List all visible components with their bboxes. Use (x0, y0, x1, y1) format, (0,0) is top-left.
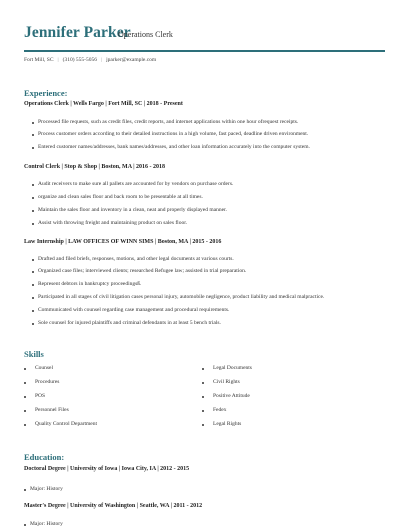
header-divider (24, 50, 385, 52)
bullet-icon (24, 410, 26, 412)
bullet-icon (32, 259, 34, 261)
list-item-text: Entered customer names/addresses, bank names/addresses, and other loan information accurately into the computer system. (38, 144, 310, 150)
skill-text: Legal Documents (213, 365, 252, 371)
list-item-text: Assist with throwing freight and maintaining product on sales floor. (38, 220, 188, 226)
bullet-icon (32, 134, 34, 136)
skill-text: Personnel Files (35, 407, 69, 413)
bullet-icon (24, 489, 26, 491)
bullet-icon (32, 284, 34, 286)
contact-separator: | (100, 57, 103, 63)
bullet-icon (24, 396, 26, 398)
contact-phone: (310) 555-5056 (62, 57, 97, 63)
list-item-text: Processed file requests, such as credit files, credit reports, and internet applications within one hour ofrequest receipts. (38, 119, 299, 125)
bullet-icon (202, 382, 204, 384)
job-header: Law Internship | LAW OFFICES OF WINN SIMS | Boston, MA | 2015 - 2016 (24, 239, 222, 245)
list-item-text: Audit receivers to make sure all pallets are accounted for by vendors on purchase orders. (38, 181, 234, 187)
bullet-icon (32, 271, 34, 273)
degree-header: Doctoral Degree | University of Iowa | Iowa City, IA | 2012 - 2015 (24, 466, 190, 472)
list-item-text: Represent debtors in bankruptcy proceedingsß. (38, 281, 142, 287)
contact-email: jparker@example.com (106, 57, 157, 63)
contact-separator: | (57, 57, 59, 63)
bullet-icon (202, 424, 204, 426)
skill-text: Quality Control Department (35, 421, 98, 427)
education-heading: Education: (24, 452, 65, 462)
bullet-icon (32, 223, 34, 225)
candidate-title: Operations Clerk (118, 30, 173, 39)
bullet-icon (202, 410, 204, 412)
bullet-icon (24, 368, 26, 370)
bullet-icon (202, 396, 204, 398)
bullet-icon (32, 122, 34, 124)
contact-line (24, 57, 156, 63)
degree-header: Master's Degree | University of Washington | Seattle, WA | 2011 - 2012 (24, 503, 203, 509)
bullet-icon (32, 147, 34, 149)
list-item-text: Process customer orders according to their detailed instructions in a high volume, fast paced, deadline driven environment. (38, 131, 309, 137)
list-item-text: Drafted and filed briefs, responses, motions, and other legal documents at various courts. (38, 256, 234, 262)
job-header: Operations Clerk | Wells Fargo | Fort Mill, SC | 2018 - Present (24, 101, 183, 107)
candidate-name: Jennifer Parker (24, 24, 131, 41)
bullet-icon (202, 368, 204, 370)
bullet-icon (24, 424, 26, 426)
list-item-text: Sole counsel for injured plaintiffs and criminal defendants in at least 5 bench trials. (38, 320, 221, 326)
skill-text: Legal Rights (213, 421, 242, 427)
list-item-text: Major: History (30, 486, 63, 492)
skills-heading: Skills (24, 349, 44, 359)
bullet-icon (32, 210, 34, 212)
list-item-text: Participated in all stages of civil litigation cases personal injury, automobile negligence, product liability and medical malpractice. (38, 294, 325, 300)
bullet-icon (32, 184, 34, 186)
bullet-icon (32, 197, 34, 199)
list-item-text: Major: History (30, 521, 63, 527)
skill-text: Positive Attitude (213, 393, 250, 399)
bullet-icon (32, 297, 34, 299)
experience-heading: Experience: (24, 88, 68, 98)
skill-text: Procedures (35, 379, 60, 385)
list-item-text: Organized case files; interviewed clients; researched Refugee law; assisted in trial preparation. (38, 268, 247, 274)
list-item-text: Maintain the sales floor and inventory in a clean, neat and properly displayed manner. (38, 207, 227, 213)
job-header: Control Clerk | Stop & Shop | Boston, MA | 2016 - 2018 (24, 164, 166, 170)
bullet-icon (24, 382, 26, 384)
skill-text: Counsel (35, 365, 54, 371)
bullet-icon (32, 323, 34, 325)
bullet-icon (24, 524, 26, 526)
skill-text: POS (35, 393, 46, 399)
list-item-text: organize and clean sales floor and back room to be presentable at all times. (38, 194, 203, 200)
contact-location: Fort Mill, SC (24, 57, 54, 63)
list-item-text: Communicated with counsel regarding case management and procedural requirements. (38, 307, 230, 313)
skill-text: Fedex (213, 407, 227, 413)
bullet-icon (32, 310, 34, 312)
skill-text: Civil Rights (213, 379, 240, 385)
